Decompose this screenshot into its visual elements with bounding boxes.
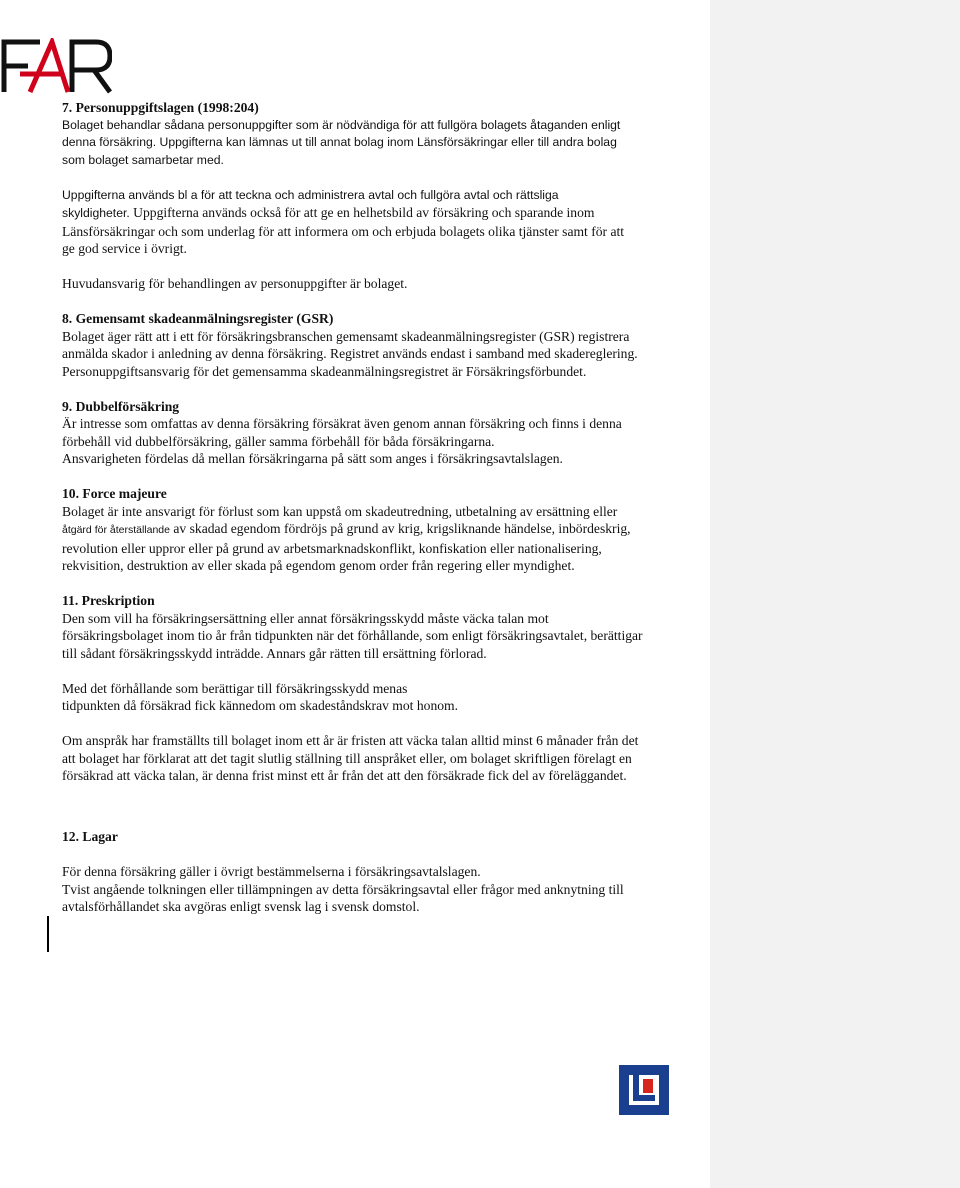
section-8-title: 8. Gemensamt skadeanmälningsregister (GSR) xyxy=(62,311,334,326)
section-10-line: rekvisition, destruktion av eller skada på egendom genom order från regering eller myndighet. xyxy=(62,558,575,573)
section-9 xyxy=(62,398,707,468)
section-7-p2-line xyxy=(62,204,707,223)
section-8 xyxy=(62,310,707,380)
section-9-line: Ansvarigheten fördelas då mellan försäkringarna på sätt som anges i försäkringsavtalslagen. xyxy=(62,451,563,466)
section-12 xyxy=(62,828,707,916)
section-7-p1-line: som bolaget samarbetar med. xyxy=(62,152,224,167)
section-9-line: förbehåll vid dubbelförsäkring, gäller samma förbehåll för båda försäkringarna. xyxy=(62,433,495,449)
section-7-p2-line: Länsförsäkringar och som underlag för att informera om och erbjuda bolagets olika tjänster samt för att xyxy=(62,223,625,239)
section-7-p2-word: skyldigheter. xyxy=(62,206,130,220)
section-7-paragraph-3 xyxy=(62,275,707,293)
section-11 xyxy=(62,592,707,662)
section-11-p1-line: till sådant försäkringsskydd inträdde. Annars går rätten till ersättning förlorad. xyxy=(62,645,487,661)
section-10-small-text: åtgärd för återställande xyxy=(62,524,170,536)
section-10-line xyxy=(62,520,707,540)
section-7-paragraph-2 xyxy=(62,187,707,258)
margin-change-bar xyxy=(47,916,49,952)
document-body xyxy=(62,99,707,933)
section-11-p3-line: att bolaget har förklarat att det tagit slutlig ställning till anspråket eller, om bolaget skriftligen förelagt en xyxy=(62,750,632,766)
section-8-line: Personuppgiftsansvarig för det gemensamma skadeanmälningsregistret är Försäkringsförbundet. xyxy=(62,363,587,379)
section-12-line: För denna försäkring gäller i övrigt bestämmelserna i försäkringsavtalslagen. xyxy=(62,864,481,879)
section-12-title: 12. Lagar xyxy=(62,829,118,844)
section-10 xyxy=(62,485,707,575)
section-10-line: Bolaget är inte ansvarigt för förlust som kan uppstå om skadeutredning, utbetalning av ersättning eller xyxy=(62,503,618,519)
section-7-p1-line: Bolaget behandlar sådana personuppgifter som är nödvändiga för att fullgöra bolagets åtaganden enligt xyxy=(62,117,621,132)
far-logo xyxy=(0,38,112,94)
section-12-line: Tvist angående tolkningen eller tillämpningen av detta försäkringsavtal eller frågor med anknytning till xyxy=(62,881,624,897)
section-12-line: avtalsförhållandet ska avgöras enligt svensk lag i svensk domstol. xyxy=(62,899,420,914)
section-9-line: Är intresse som omfattas av denna försäkring försäkrat även genom annan försäkring och finns i denna xyxy=(62,416,622,431)
section-7 xyxy=(62,99,707,169)
section-10-line2-rest: av skadad egendom fördröjs på grund av krig, krigsliknande händelse, inbördeskrig, xyxy=(169,521,631,536)
section-11-p3-line: försäkrad att väcka talan, är denna frist minst ett år från det att den försäkrade fick del av föreläggandet. xyxy=(62,768,627,783)
section-7-title: 7. Personuppgiftslagen (1998:204) xyxy=(62,100,259,115)
section-11-paragraph-3 xyxy=(62,732,707,785)
section-7-p2-line: Uppgifterna används bl a för att teckna och administrera avtal och fullgöra avtal och rättsliga xyxy=(62,187,559,202)
section-7-p2-line: ge god service i övrigt. xyxy=(62,241,187,256)
section-7-p1-line: denna försäkring. Uppgifterna kan lämnas ut till annat bolag inom Länsförsäkringar eller till andra bolag xyxy=(62,135,617,149)
section-11-paragraph-2 xyxy=(62,680,707,715)
section-7-p3-line: Huvudansvarig för behandlingen av personuppgifter är bolaget. xyxy=(62,276,408,291)
section-8-line: Bolaget äger rätt att i ett för försäkringsbranschen gemensamt skadeanmälningsregister (GSR) registrera xyxy=(62,328,630,344)
section-9-title: 9. Dubbelförsäkring xyxy=(62,398,180,414)
section-7-p2-rest: Uppgifterna används också för att ge en helhetsbild av försäkring och sparande inom xyxy=(133,205,595,220)
section-10-line: revolution eller uppror eller på grund av arbetsmarknadskonflikt, konfiskation eller nationalisering, xyxy=(62,540,602,556)
section-11-p1-line: försäkringsbolaget inom tio år från tidpunkten när det förhållande, som enligt försäkringsavtalet, berättigar xyxy=(62,628,643,643)
spacer xyxy=(62,846,707,864)
section-11-p2-line: Med det förhållande som berättigar till försäkringsskydd menas xyxy=(62,680,408,696)
section-8-line: anmälda skador i anledning av denna försäkring. Registret används endast i samband med skadereglering. xyxy=(62,346,638,361)
section-11-p1-line: Den som vill ha försäkringsersättning eller annat försäkringsskydd måste väcka talan mot xyxy=(62,610,549,626)
right-margin-panel xyxy=(710,0,960,1188)
section-11-title: 11. Preskription xyxy=(62,593,155,608)
section-10-title: 10. Force majeure xyxy=(62,486,167,501)
section-11-p3-line: Om anspråk har framställts till bolaget inom ett år är fristen att väcka talan alltid minst 6 månader från det xyxy=(62,733,639,748)
section-11-p2-line: tidpunkten då försäkrad fick kännedom om skadeståndskrav mot honom. xyxy=(62,698,459,713)
spacer xyxy=(62,802,707,828)
lansforsakringar-logo xyxy=(619,1065,669,1115)
